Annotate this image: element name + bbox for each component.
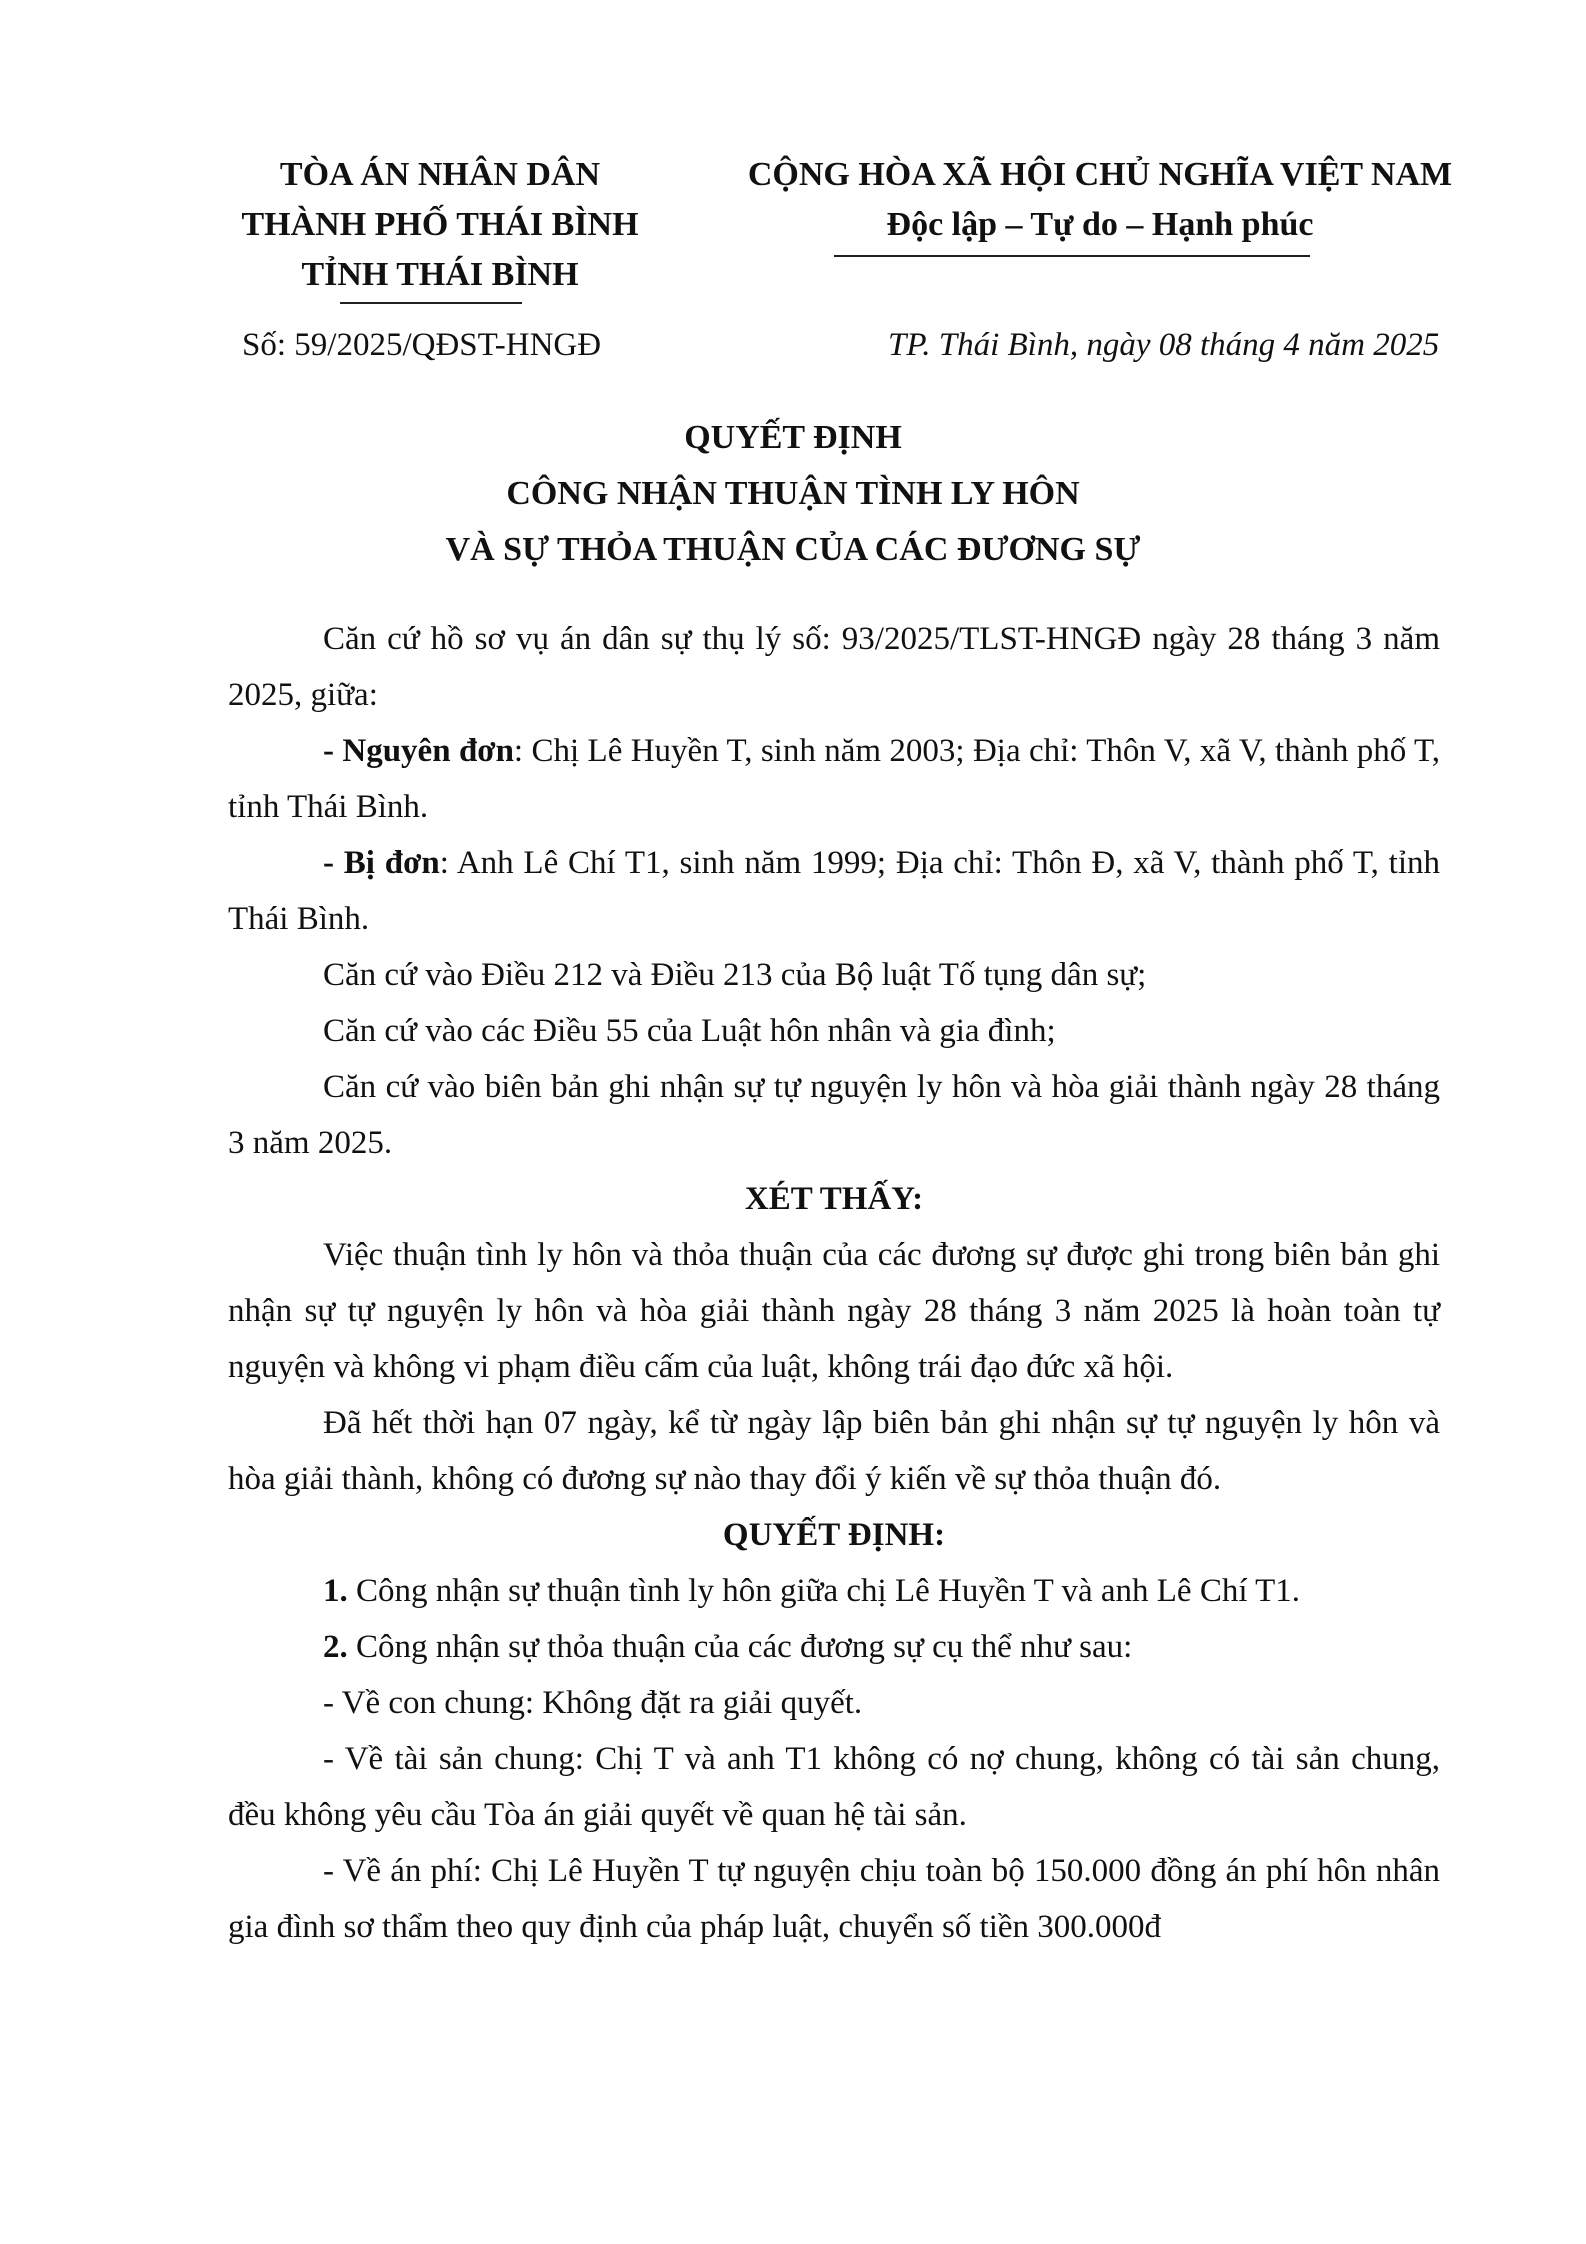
court-name-line3: TỈNH THÁI BÌNH	[301, 256, 579, 293]
document-subtitle-1: CÔNG NHẬN THUẬN TÌNH LY HÔN	[506, 475, 1080, 512]
decision-heading: QUYẾT ĐỊNH:	[722, 1517, 946, 1553]
plaintiff-label: - Nguyên đơn	[323, 733, 514, 769]
court-name-line1: TÒA ÁN NHÂN DÂN	[279, 156, 601, 193]
motto-underline	[834, 255, 1310, 257]
place-and-date: TP. Thái Bình, ngày 08 tháng 4 năm 2025	[888, 327, 1440, 363]
court-name-line2: THÀNH PHỐ THÁI BÌNH	[241, 206, 639, 243]
defendant-text: : Anh Lê Chí T1, sinh năm 1999; Địa chỉ: Thôn Đ, xã V, thành phố T, tỉnh Thái Bình.	[228, 845, 1440, 937]
court-fee-clause: - Về án phí: Chị Lê Huyền T tự nguyện chịu toàn bộ 150.000 đồng án phí hôn nhân gia đình sơ thẩm theo quy định của pháp luật, chuyển số tiền 300.000đ	[228, 1853, 1440, 1945]
national-motto: Độc lập – Tự do – Hạnh phúc	[886, 206, 1314, 243]
decision-item-2-number: 2.	[323, 1629, 348, 1665]
court-header	[190, 150, 690, 300]
decision-item-1-text: Công nhận sự thuận tình ly hôn giữa chị Lê Huyền T và anh Lê Chí T1.	[347, 1573, 1301, 1609]
plaintiff-text: : Chị Lê Huyền T, sinh năm 2003; Địa chỉ: Thôn V, xã V, thành phố T, tỉnh Thái Bình.	[228, 733, 1441, 825]
findings-heading: XÉT THẤY:	[744, 1181, 924, 1217]
court-header-underline	[340, 302, 522, 304]
national-header	[690, 150, 1510, 250]
basis-case-paragraph: Căn cứ hồ sơ vụ án dân sự thụ lý số: 93/2025/TLST-HNGĐ ngày 28 tháng 3 năm 2025, giữa:	[228, 621, 1440, 713]
findings-paragraph-1: Việc thuận tình ly hôn và thỏa thuận của các đương sự được ghi trong biên bản ghi nhận sự tự nguyện ly hôn và hòa giải thành ngày 28 tháng 3 năm 2025 là hoàn toàn tự nguyện và không vi phạm điều cấm của luật, không trái đạo đức xã hội.	[228, 1237, 1440, 1385]
decision-item-1	[228, 1563, 1440, 1619]
decision-item-1-number: 1.	[323, 1573, 348, 1609]
decision-item-2-text: Công nhận sự thỏa thuận của các đương sự cụ thể như sau:	[347, 1629, 1133, 1665]
plaintiff-paragraph	[228, 723, 1440, 835]
children-clause: - Về con chung: Không đặt ra giải quyết.	[323, 1685, 863, 1721]
defendant-label: - Bị đơn	[323, 845, 440, 881]
property-clause: - Về tài sản chung: Chị T và anh T1 không có nợ chung, không có tài sản chung, đều không yêu cầu Tòa án giải quyết về quan hệ tài sản.	[228, 1741, 1440, 1833]
document-body	[228, 611, 1440, 1955]
decision-number: Số: 59/2025/QĐST-HNGĐ	[242, 327, 602, 363]
national-title: CỘNG HÒA XÃ HỘI CHỦ NGHĨA VIỆT NAM	[747, 156, 1453, 193]
defendant-paragraph	[228, 835, 1440, 947]
basis-paragraph-2: Căn cứ vào các Điều 55 của Luật hôn nhân và gia đình;	[323, 1013, 1056, 1049]
document-title: QUYẾT ĐỊNH	[684, 419, 902, 456]
decision-item-2	[228, 1619, 1440, 1675]
basis-paragraph-3: Căn cứ vào biên bản ghi nhận sự tự nguyện ly hôn và hòa giải thành ngày 28 tháng 3 năm 2025.	[228, 1069, 1440, 1161]
findings-paragraph-2: Đã hết thời hạn 07 ngày, kể từ ngày lập biên bản ghi nhận sự tự nguyện ly hôn và hòa giải thành, không có đương sự nào thay đổi ý kiến về sự thỏa thuận đó.	[228, 1405, 1440, 1497]
basis-paragraph-1: Căn cứ vào Điều 212 và Điều 213 của Bộ luật Tố tụng dân sự;	[323, 957, 1147, 993]
document-subtitle-2: VÀ SỰ THỎA THUẬN CỦA CÁC ĐƯƠNG SỰ	[445, 531, 1141, 568]
